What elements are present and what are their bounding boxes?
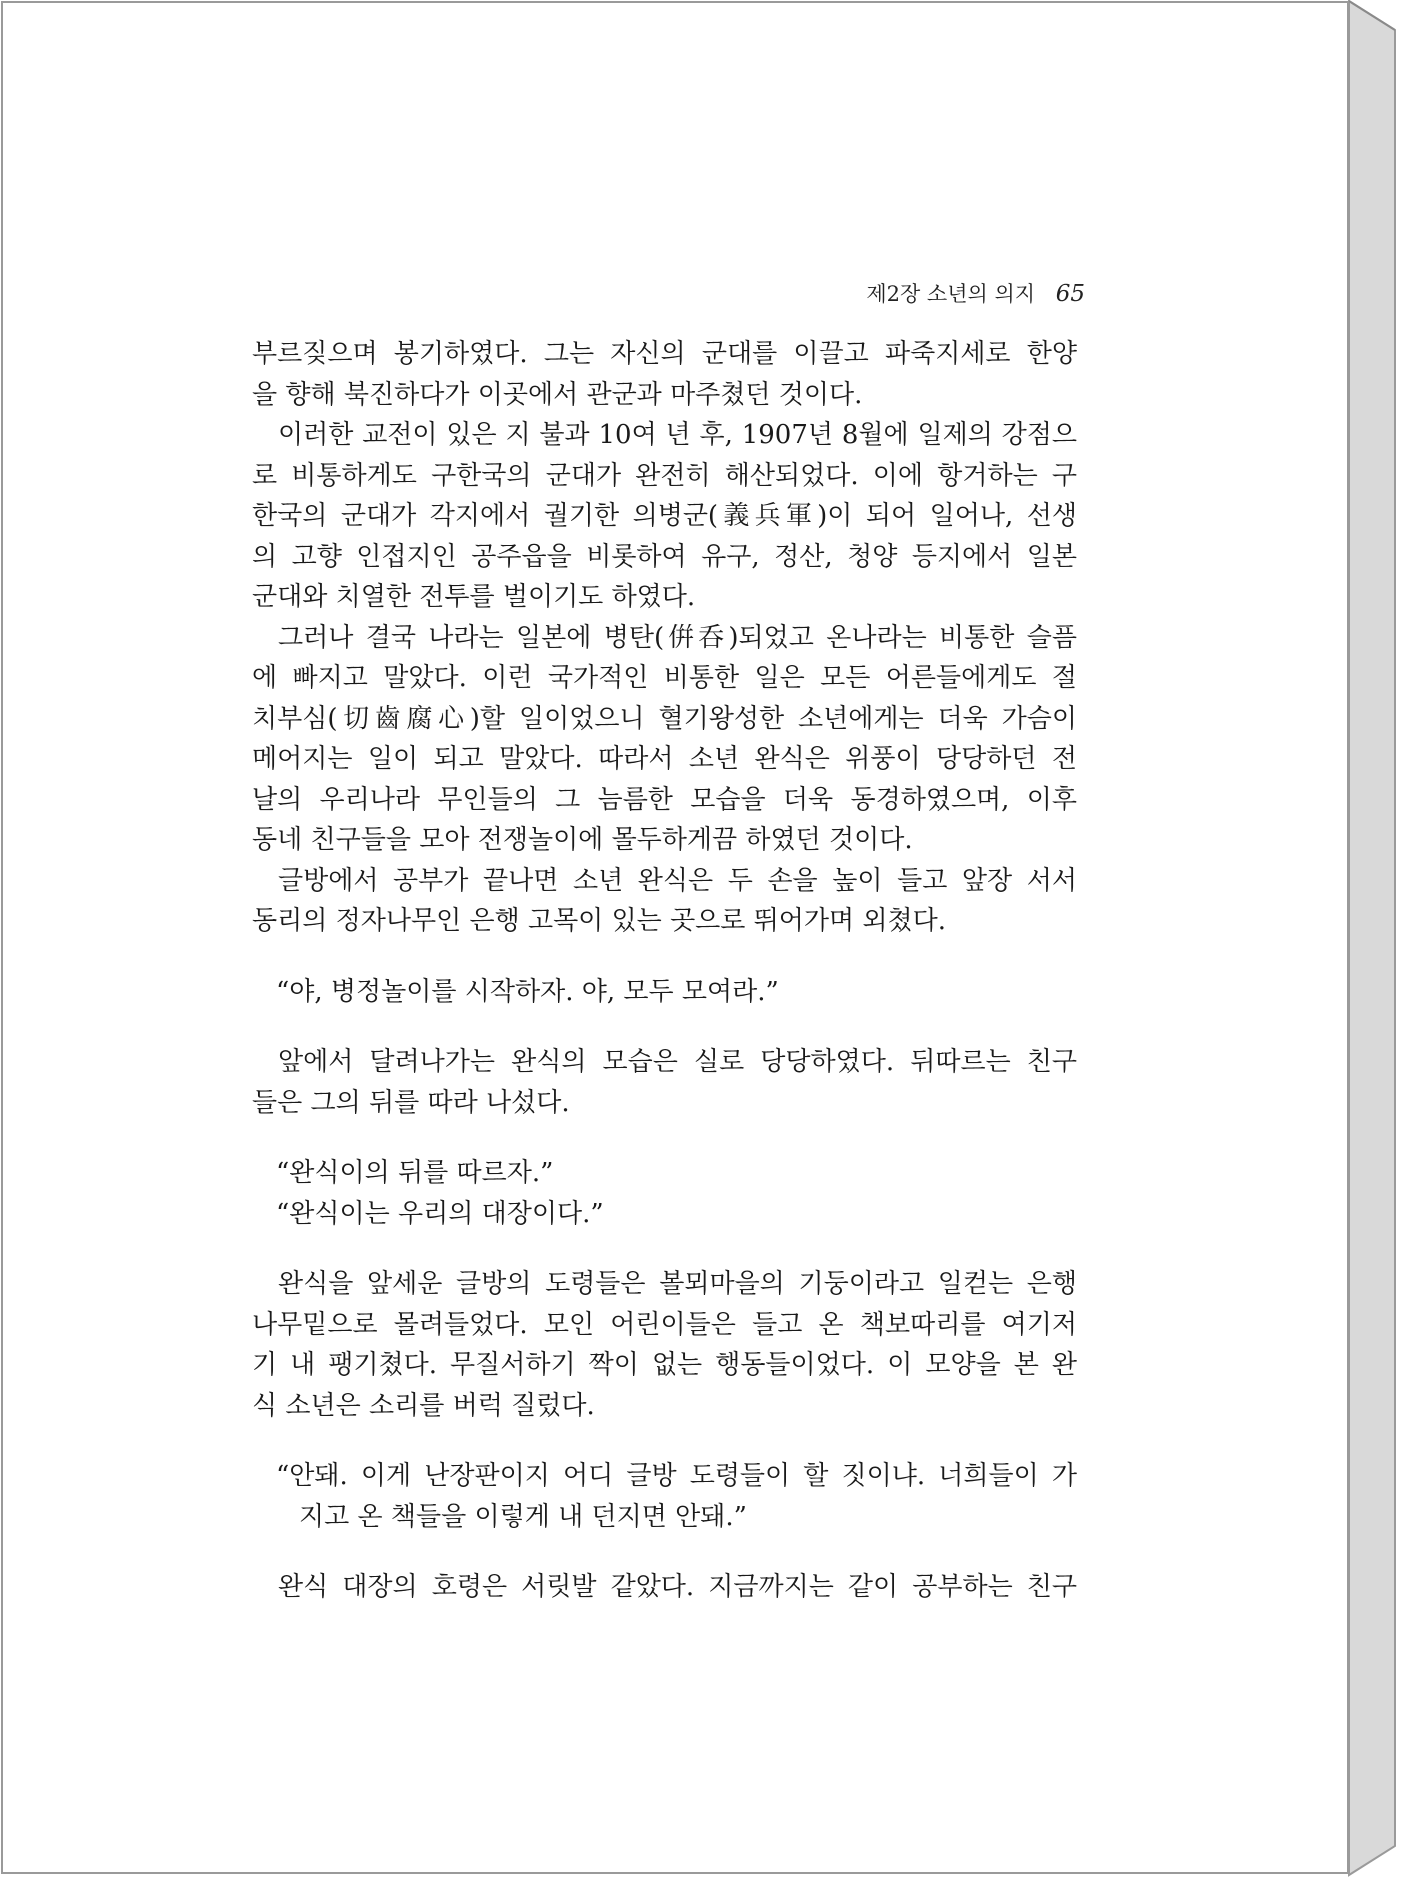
text-line: 글방에서 공부가 끝나면 소년 완식은 두 손을 높이 들고 앞장 서서 — [278, 865, 1077, 896]
text-line: 에 빠지고 말았다. 이런 국가적인 비통한 일은 모든 어른들에게도 절 — [252, 663, 1077, 693]
body-text — [252, 334, 1077, 1608]
text-line: 한국의 군대가 각지에서 궐기한 의병군(義兵軍)이 되어 일어나, 선생 — [252, 501, 1077, 531]
text-line: 날의 우리나라 무인들의 그 늠름한 모습을 더욱 동경하였으며, 이후 — [252, 784, 1077, 815]
text-line: 치부심(切齒腐心)할 일이었으니 혈기왕성한 소년에게는 더욱 가슴이 — [252, 703, 1077, 734]
chapter-title: 제2장 소년의 의지 — [866, 282, 1036, 306]
dialogue-line: “안돼. 이게 난장판이지 어디 글방 도령들이 할 짓이냐. 너희들이 가 — [276, 1461, 1077, 1491]
text-line: 군대와 치열한 전투를 벌이기도 하였다. — [252, 582, 696, 612]
text-line: 완식 대장의 호령은 서릿발 같았다. 지금까지는 같이 공부하는 친구 — [278, 1572, 1077, 1602]
dialogue-line: 지고 온 책들을 이렇게 내 던지면 안돼.” — [299, 1501, 747, 1532]
text-line: 부르짖으며 봉기하였다. 그는 자신의 군대를 이끌고 파죽지세로 한양 — [252, 339, 1077, 369]
page-number: 65 — [1055, 281, 1085, 307]
text-line: 그러나 결국 나라는 일본에 병탄(倂呑)되었고 온나라는 비통한 슬픔 — [278, 622, 1077, 653]
text-line: 들은 그의 뒤를 따라 나섰다. — [252, 1087, 570, 1118]
dialogue-line: “야, 병정놀이를 시작하자. 야, 모두 모여라.” — [276, 976, 779, 1007]
text-line: 의 고향 인접지인 공주읍을 비롯하여 유구, 정산, 청양 등지에서 일본 — [252, 541, 1077, 572]
text-line: 앞에서 달려나가는 완식의 모습은 실로 당당하였다. 뒤따르는 친구 — [278, 1047, 1077, 1077]
text-line: 완식을 앞세운 글방의 도령들은 볼뫼마을의 기둥이라고 일컫는 은행 — [278, 1269, 1077, 1299]
dialogue-line: “완식이는 우리의 대장이다.” — [276, 1198, 604, 1229]
text-line: 로 비통하게도 구한국의 군대가 완전히 해산되었다. 이에 항거하는 구 — [252, 460, 1077, 491]
text-line: 기 내 팽기쳤다. 무질서하기 짝이 없는 행동들이었다. 이 모양을 본 완 — [252, 1350, 1077, 1380]
running-header — [835, 278, 1085, 308]
text-line: 나무밑으로 몰려들었다. 모인 어린이들은 들고 온 책보따리를 여기저 — [252, 1309, 1077, 1340]
text-line: 메어지는 일이 되고 말았다. 따라서 소년 완식은 위풍이 당당하던 전 — [252, 744, 1077, 774]
text-line: 을 향해 북진하다가 이곳에서 관군과 마주쳤던 것이다. — [252, 379, 863, 410]
dialogue-line: “완식이의 뒤를 따르자.” — [276, 1158, 554, 1188]
text-line: 동네 친구들을 모아 전쟁놀이에 몰두하게끔 하였던 것이다. — [252, 825, 913, 855]
text-line: 동리의 정자나무인 은행 고목이 있는 곳으로 뛰어가며 외쳤다. — [252, 906, 947, 936]
text-line: 식 소년은 소리를 버럭 질렀다. — [252, 1390, 595, 1421]
text-line: 이러한 교전이 있은 지 불과 10여 년 후, 1907년 8월에 일제의 강점으 — [278, 420, 1077, 450]
